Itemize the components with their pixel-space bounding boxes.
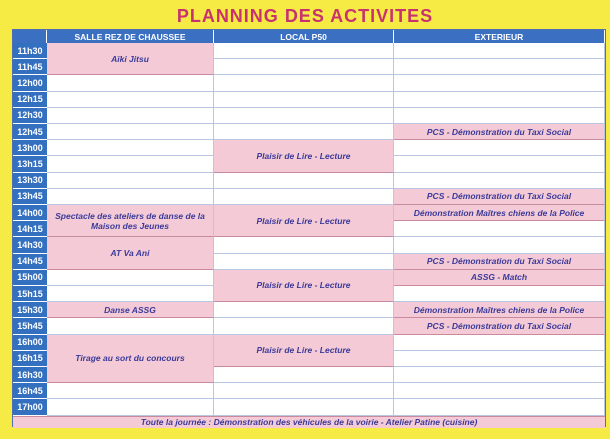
column-header: EXTERIEUR — [394, 30, 605, 43]
time-slot: 14h45 — [13, 254, 47, 270]
activity-block: PCS - Démonstration du Taxi Social — [394, 124, 605, 140]
empty-slot — [47, 124, 214, 140]
activity-block: ASSG - Match — [394, 270, 605, 286]
empty-slot — [214, 43, 394, 59]
activity-block: Tirage au sort du concours — [47, 335, 214, 384]
time-slot: 15h45 — [13, 318, 47, 334]
empty-slot — [47, 383, 214, 399]
empty-slot — [394, 59, 605, 75]
time-slot: 16h15 — [13, 351, 47, 367]
empty-slot — [214, 173, 394, 189]
empty-slot — [394, 156, 605, 172]
time-slot: 17h00 — [13, 399, 47, 415]
empty-slot — [394, 237, 605, 253]
empty-slot — [214, 92, 394, 108]
time-slot: 12h00 — [13, 75, 47, 91]
empty-slot — [214, 237, 394, 253]
time-slot: 14h30 — [13, 237, 47, 253]
empty-slot — [47, 108, 214, 124]
empty-slot — [394, 335, 605, 351]
time-slot: 13h15 — [13, 156, 47, 172]
empty-slot — [394, 286, 605, 302]
empty-slot — [214, 254, 394, 270]
activity-block: PCS - Démonstration du Taxi Social — [394, 254, 605, 270]
time-slot: 14h00 — [13, 205, 47, 221]
empty-slot — [214, 367, 394, 383]
activity-block: Démonstration Maîtres chiens de la Police — [394, 302, 605, 318]
empty-slot — [214, 189, 394, 205]
activity-block: Plaisir de Lire - Lecture — [214, 205, 394, 237]
time-slot: 16h45 — [13, 383, 47, 399]
time-slot: 16h30 — [13, 367, 47, 383]
time-slot: 15h15 — [13, 286, 47, 302]
empty-slot — [214, 124, 394, 140]
empty-slot — [394, 383, 605, 399]
activity-block: Démonstration Maîtres chiens de la Police — [394, 205, 605, 221]
empty-slot — [214, 383, 394, 399]
time-slot: 15h00 — [13, 270, 47, 286]
schedule-table — [12, 29, 606, 427]
empty-slot — [394, 173, 605, 189]
empty-slot — [214, 318, 394, 334]
empty-slot — [214, 399, 394, 415]
activity-block: Danse ASSG — [47, 302, 214, 318]
header-corner — [13, 30, 47, 43]
empty-slot — [47, 189, 214, 205]
empty-slot — [47, 399, 214, 415]
time-slot: 13h45 — [13, 189, 47, 205]
empty-slot — [214, 302, 394, 318]
empty-slot — [47, 318, 214, 334]
all-day-note: Toute la journée : Démonstration des véhicules de la voirie - Atelier Patine (cuisine) — [13, 416, 605, 428]
empty-slot — [394, 367, 605, 383]
empty-slot — [47, 92, 214, 108]
empty-slot — [394, 108, 605, 124]
empty-slot — [214, 75, 394, 91]
activity-block: AT Va Ani — [47, 237, 214, 269]
activity-block: Plaisir de Lire - Lecture — [214, 270, 394, 302]
activity-block: PCS - Démonstration du Taxi Social — [394, 318, 605, 334]
activity-block: Spectacle des ateliers de danse de la Maison des Jeunes — [47, 205, 214, 237]
empty-slot — [47, 156, 214, 172]
activity-block: PCS - Démonstration du Taxi Social — [394, 189, 605, 205]
empty-slot — [394, 43, 605, 59]
time-slot: 13h00 — [13, 140, 47, 156]
time-slot: 12h15 — [13, 92, 47, 108]
empty-slot — [214, 59, 394, 75]
empty-slot — [47, 270, 214, 286]
empty-slot — [214, 108, 394, 124]
time-slot: 16h00 — [13, 335, 47, 351]
activity-block: Aïki Jitsu — [47, 43, 214, 75]
time-slot: 15h30 — [13, 302, 47, 318]
empty-slot — [394, 221, 605, 237]
empty-slot — [47, 286, 214, 302]
empty-slot — [394, 140, 605, 156]
empty-slot — [394, 399, 605, 415]
time-slot: 14h15 — [13, 221, 47, 237]
time-slot: 11h45 — [13, 59, 47, 75]
activity-block: Plaisir de Lire - Lecture — [214, 335, 394, 367]
empty-slot — [394, 75, 605, 91]
empty-slot — [394, 92, 605, 108]
empty-slot — [47, 140, 214, 156]
column-header: LOCAL P50 — [214, 30, 394, 43]
time-slot: 12h30 — [13, 108, 47, 124]
time-slot: 12h45 — [13, 124, 47, 140]
time-slot: 13h30 — [13, 173, 47, 189]
empty-slot — [47, 173, 214, 189]
page-title: PLANNING DES ACTIVITES — [176, 6, 434, 26]
empty-slot — [394, 351, 605, 367]
time-slot: 11h30 — [13, 43, 47, 59]
column-header: SALLE REZ DE CHAUSSEE — [47, 30, 214, 43]
empty-slot — [47, 75, 214, 91]
activity-block: Plaisir de Lire - Lecture — [214, 140, 394, 172]
